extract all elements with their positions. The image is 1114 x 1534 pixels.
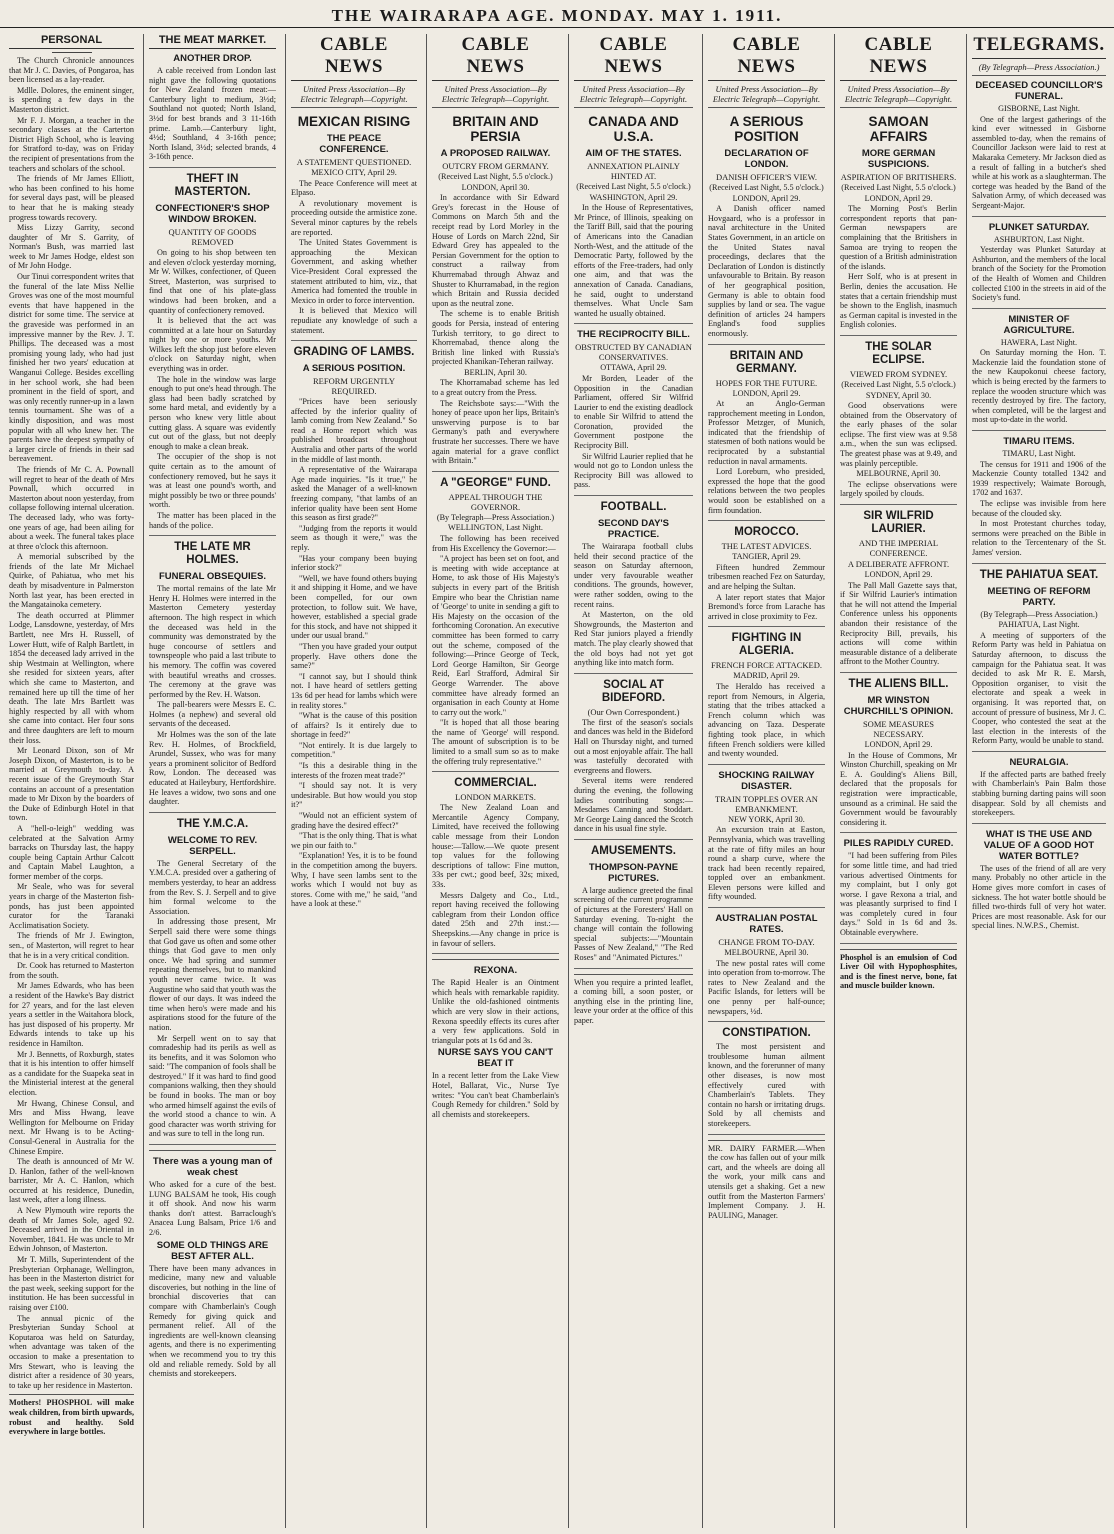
headline: BRITAIN AND PERSIA — [452, 114, 539, 144]
credit-line: (By Telegraph—Press Association.) — [972, 62, 1106, 76]
story-laurier — [840, 581, 957, 673]
headline: SAMOAN AFFAIRS — [868, 114, 929, 144]
headline: THE ALIENS BILL. — [848, 677, 949, 690]
section-heading: CABLE NEWS — [840, 34, 957, 81]
headline: GRADING OF LAMBS. — [293, 346, 415, 359]
story-theft — [149, 248, 276, 536]
subheadline: THE PEACE CONFERENCE. — [319, 133, 389, 155]
paragraph: The eclipse was invisible from here because of the clouded sky. — [972, 499, 1106, 518]
paragraph: "A project has been set on foot, and is meeting with wide acceptance at Home, to ask those of His Majesty's subjects in every part of the British Empire who bear the Christian name of 'George' to unite in sending a gift to His Majesty on the occasion of the forthcoming Coronation. An executive committee has been formed to carry out the scheme, composed of the following:—Prince George of Teck, Lord George Hamilton, Sir George Reid, Earl Strafford, Admiral Sir George Warrender. The above committee have already formed an organisation in each County at Home to carry out the work." — [432, 554, 559, 717]
paragraph: Sir Wilfrid Laurier replied that he would not go to London unless the Reciprocity Bill was allowed to pass. — [574, 451, 693, 490]
story-canada-usa — [574, 203, 693, 324]
dateline: GISBORNE, Last Night. — [998, 104, 1080, 113]
column-local — [143, 34, 281, 1528]
paragraph: A meeting of supporters of the Reform Party was held in Pahiatua on Saturday afternoon, to discuss the campaign for the Pahiatua seat. It was decided to ask Mr R. E. Marsh, Opposition organiser, to visit the electorate and speak a week in organising. It was reported that, on account of pressure of business, Mr J. C. Cooper, who contested the seat at the last election in the interests of the Reform Party, would be unable to stand. — [972, 630, 1106, 746]
headline: COMMERCIAL. — [454, 777, 537, 790]
headline: A "GEORGE" FUND. — [440, 476, 551, 489]
dateline: HAWERA, Last Night. — [1000, 337, 1078, 347]
column-personal — [4, 34, 139, 1528]
headline: BRITAIN AND GERMANY. — [729, 349, 804, 375]
paragraph: Yesterday was Plunket Saturday at Ashburton, and the members of the local branch of the Society for the Promotion of the Health of Women and Children collected £100 in the streets in aid of the Society's fund. — [972, 245, 1106, 303]
paragraph: It is believed that the act was committed at a late hour on Saturday night by one or more youths. Mr Wilkes left the shop just before eleven o'clock on Saturday night, when everything was in order. — [149, 316, 276, 374]
received-line: (By Telegraph—Press Association.) — [980, 609, 1098, 619]
paragraph: The mortal remains of the late Mr Henry H. Holmes were interred in the Masterton Cemetery yesterday afternoon. The high respect in which the deceased was held in the community was demonstrated by the huge concourse of settlers and townspeople who paid a last tribute to his memory. The coffin was covered with beautiful wreaths and crosses. The ceremony at the grave was performed by the Rev. H. Watson. — [149, 584, 276, 699]
paragraph: "What is the cause of this position of affairs? Is it entirely due to shortage in feed?" — [291, 711, 417, 740]
headline: THEFT IN MASTERTON. — [174, 172, 251, 198]
subheadline: SOME MEASURES NECESSARY. — [862, 718, 935, 739]
headline-sub: ANOTHER DROP. — [173, 53, 252, 64]
paragraph: The uses of the friend of all are very many. Probably no other article in the Home gives more comfort in cases of sickness. The hot water bottle should be filled two-thirds full of very hot water. Prices are most reasonable. Ask for our special lines. N.W.P.S., Chemist. — [972, 863, 1106, 931]
paragraph: In the House of Representatives, Mr Prince, of Illinois, speaking on the Tariff Bill, said that the pouring of Americans into the Canadian North-West, and the attitude of the Democratic Party, followed by the efforts of the Free-traders, had only one aim, and that was the annexation of Canada. Canadians, he said, ought to understand themselves. What Uncle Sam wanted he usually obtained. — [574, 203, 693, 318]
paragraph: The occupier of the shop is not quite certain as to the amount of confectionery removed, but he says it was at least one pound's worth, and might possibly be two or three pounds' worth. — [149, 452, 277, 510]
paragraph: One of the largest gatherings of the kind ever witnessed in Gisborne assembled to-day, when the remains of Councillor Jackson were laid to rest at Makaraka Cemetery. Mr Jackson died as a result of falling in a butcher's shed while at his work as a slaughterman. The cortege was headed by the Band of the Salvation Army, of which deceased was Sergeant-Major. — [972, 114, 1106, 210]
paragraph: Mr Seale, who was for several years in charge of the Masterton fish-ponds, has just been appointed curator for the Taranaki Acclimatisation Society. — [9, 882, 134, 930]
headline: SHOCKING RAILWAY DISASTER. — [718, 769, 815, 792]
headline: MINISTER OF AGRICULTURE. — [1003, 313, 1075, 336]
story-football — [574, 542, 693, 674]
subheadline: DECLARATION OF LONDON. — [724, 148, 809, 170]
section-heading: TELEGRAMS. — [972, 34, 1106, 59]
headline: FIGHTING IN ALGERIA. — [731, 632, 802, 658]
paragraph: The Peace Conference will meet at Elpaso. — [291, 178, 417, 198]
story-reciprocity — [574, 374, 693, 496]
story-piles — [840, 851, 957, 943]
subheadline: A PROPOSED RAILWAY. — [440, 148, 551, 159]
story-samoa — [840, 204, 957, 336]
paragraph: In most Protestant churches today, sermons were preached on the Bible in relation to the Tercentenary of the St. James' version. — [972, 519, 1106, 557]
section-heading: CABLE NEWS — [708, 34, 825, 81]
credit-line: United Press Association—By Electric Telegraph—Copyright. — [432, 84, 559, 108]
subheadline: A SERIOUS POSITION. — [302, 363, 406, 375]
dateline: LONDON, April 30. — [461, 182, 530, 192]
paragraph: A large audience greeted the final screening of the current programme of pictures at the Foresters' Hall on Saturday evening. To-night the change will contain the following special subjects:—"Mountain Passes of New Zealand," "The Red Roses" and "Animated Pictures." — [574, 885, 693, 963]
received-line: (Received Last Night, 5.5 o'clock.) — [438, 172, 553, 181]
paragraph: "I cannot say, but I should think not. I have heard of settlers getting 13s 6d per head for lambs which were in reality stores." — [291, 671, 417, 710]
story-persia — [432, 193, 559, 367]
paragraph: The Heraldo has received a report from Nemours, in Algeria, stating that the tribes attacked a French column which was advancing on Taza. Desperate fighting took place, in which fifteen French soldiers were killed and twenty wounded. — [708, 681, 825, 759]
paragraph: The death occurred at Plimmer Lodge, Lansdowne, yesterday, of Mrs Bartlett, nee Mrs H. Russell, of Lower Hutt, wife of Ralph Bartlett, in 1854 the deceased lady arrived in the ship Westmain at Wellington, where she resided for sixteen years, after which she came to Masterton, and remained here up till the time of her death. The late Mrs Bartlett was highly respected by all with whom she came into contact. Her four sons and three daughters are left to mourn their loss. — [9, 610, 134, 745]
dateline: WELLINGTON, Last Night. — [448, 523, 543, 533]
column-telegrams — [966, 34, 1111, 1528]
paragraph: The matter has been placed in the hands of the police. — [149, 510, 276, 530]
story-lambs — [291, 397, 417, 914]
paragraph: Miss Lizzy Garrity, second daughter of Mr S. Garrity, of Norman's Bush, was married last week to Mr James Hodge, eldest son of Mr John Hodge. — [9, 223, 134, 271]
subheadline: FRENCH FORCE ATTACKED. — [710, 660, 822, 671]
story-plunket — [972, 245, 1106, 309]
paragraph: It is believed that Mexico will repudiate any knowledge of such a statement. — [291, 306, 417, 335]
subheadline: MEETING OF REFORM PARTY. — [987, 585, 1091, 608]
received-line: (Received Last Night, 5.5 o'clock.) — [841, 183, 956, 192]
paragraph: The friends of Mr James Elliott, who has been confined to his home for several days past, will be pleased to hear that he is making steady progress towards recovery. — [9, 174, 134, 222]
ad-text: In a recent letter from the Lake View Hotel, Ballarat, Vic., Nurse Tye writes: "You can't beat Chamberlain's Cough Remedy for children." Sold by all chemists and storekeepers. — [432, 1071, 559, 1119]
story-holmes — [149, 584, 276, 813]
ad-text: Mothers! PHOSPHOL will make weak children, from birth upwards, robust and healthy. Sold everywhere in large bottles. — [9, 1398, 134, 1437]
paragraph: The General Secretary of the Y.M.C.A. presided over a gathering of members yesterday, to hear an address from the Rev. S. J. Serpell and to give him formal welcome to the Association. — [149, 858, 276, 916]
dateline: WASHINGTON, April 29. — [589, 192, 678, 202]
paragraph: The Pall Mall Gazette says that, if Sir Wilfrid Laurier's intimation that he will not attend the Imperial Conference unless his opponents abandon their resistance of the Reciprocity Bill, prevails, his actions will come within measurable distance of a deliberate affront to the Mother Country. — [840, 580, 957, 667]
paragraph: The Wairarapa football clubs held their second practice of the season on Saturday afternoon, under very favourable weather conditions. The grounds, however, were rather sodden, owing to the recent rains. — [574, 542, 693, 609]
subheadline: APPEAL THROUGH THE GOVERNOR. — [448, 491, 543, 512]
story-body — [9, 56, 134, 1390]
paragraph: Mr James Edwards, who has been a resident of the Hawke's Bay district for 27 years, and for the last eleven years a settler in the Waitahora block, has just disposed of his property. Mr Edwards intends to take up his residence in Hamilton. — [9, 981, 134, 1048]
ad-text: There have been many advances in medicine, many new and valuable discoveries, but nothing in the line of bronchial discoveries that can compare with Chamberlain's Cough Remedy for giving quick and permanent relief. All of the ingredients are well-known cleansing agents, and there is no experimenting when we recommend you to try this old and reliable remedy. Sold by all chemists and storekeepers. — [149, 1263, 276, 1379]
story-meat — [149, 66, 276, 168]
section-heading: CABLE NEWS — [291, 34, 417, 81]
headline: THE PAHIATUA SEAT. — [979, 568, 1099, 581]
ad-headline: There was a young man of weak chest — [152, 1156, 273, 1179]
paragraph: In addressing those present, Mr Serpell said there were some things that God gave us often and some other things that God gave to men only once. We had spring and summer repeating themselves, but to mankind youth never came twice. It was Augustine who said that youth was the flower of our days. It was indeed the time when hero's were made and his aspirations stood for the future of the nation. — [149, 917, 276, 1032]
subheadline: SECOND DAY'S PRACTICE. — [597, 518, 670, 541]
subheadline: MORE GERMAN SUSPICIONS. — [861, 148, 936, 170]
paragraph: The eclipse observations were largely spoiled by clouds. — [840, 479, 957, 499]
headline: AUSTRALIAN POSTAL RATES. — [715, 913, 818, 936]
dateline: BERLIN, April 30. — [464, 367, 527, 377]
story-persia-berlin — [432, 378, 559, 471]
paragraph: "Well, we have found others buying it and shipping it Home, and we have been compelled, for our own protection, to follow suit. We have, however, established a special grade for this stock, and have not shipped it under our usual brand." — [291, 573, 417, 641]
dateline: TANGIER, April 29. — [732, 552, 801, 562]
subheadline: LONDON MARKETS. — [455, 792, 536, 803]
story-morocco — [708, 563, 825, 628]
paragraph: "That is the only thing. That is what we pin our faith to." — [291, 831, 417, 850]
headline: A SERIOUS POSITION — [729, 114, 804, 144]
dateline: MELBOURNE, April 30. — [856, 469, 941, 479]
headline: FOOTBALL. — [600, 501, 667, 514]
paragraph: The annual picnic of the Presbyterian Sunday School at Koputaroa was held on Saturday, when advantage was taken of the occasion to make a presentation to Mrs Stewart, who is leaving the district after a residence of 30 years, to take up her residence in Masterton. — [9, 1313, 134, 1390]
headline: SIR WILFRID LAURIER. — [863, 510, 934, 536]
paragraph: The first of the season's socials and dances was held in the Bideford Hall on Thursday night, and turned out a most enjoyable affair. The hall was tastefully decorated with evergreens and flowers. — [574, 717, 693, 775]
subheadline: THE LATEST ADVICES. — [721, 541, 812, 552]
paragraph: In accordance with Sir Edward Grey's forecast in the House of Commons on March 5th and the receipt read by Lord Morley in the House of Lords on March 22nd, Sir Edward Grey has appealed to the Persian Government for the option to construct a railway from Khurremabad through Ahwaz and Shuster to Khurramabad, in the region which Britain and Russia decided upon as the neutral zone. — [432, 193, 559, 308]
paragraph: The following has been received from His Excellency the Governor:— — [432, 534, 559, 553]
column-cable-3 — [568, 34, 698, 1528]
divider — [52, 52, 92, 53]
story-postal-rates — [708, 959, 825, 1023]
subheadline: FUNERAL OBSEQUIES. — [159, 571, 266, 583]
paragraph: "Explanation! Yes, it is to be found in the competition among the buyers. Why, I have seen lambs sent to the works which I would not buy as stores. Come with me," he said, "and have a look at these." — [291, 851, 417, 909]
paragraph: Mr Hwang, Chinese Consul, and Mrs and Miss Hwang, leave Wellington for Melbourne on Friday next. Mr Hwang is to be Acting-Consul-General in Australia for the Chinese Empire. — [9, 1098, 134, 1156]
story-eclipse-melbourne — [840, 480, 957, 505]
subheadline: CONFECTIONER'S SHOP WINDOW BROKEN. — [155, 202, 270, 225]
story-declaration-london — [708, 204, 825, 344]
ad-text: Phosphol is an emulsion of Cod Liver Oil with Hypophosphites, and is the finest nerve, bone, fat and muscle builder known. — [840, 952, 957, 991]
headline: NEURALGIA. — [1009, 756, 1069, 768]
story-commercial — [432, 803, 559, 954]
paragraph: The new postal rates will come into operation from to-morrow. The rates to New Zealand and the Pacific Islands, for letters will be one penny per half-ounce; newspapers, ½d. — [708, 958, 825, 1016]
headline: MOROCCO. — [734, 526, 799, 539]
subheadline: DANISH OFFICER'S VIEW. — [716, 172, 817, 182]
headline: AMUSEMENTS. — [591, 844, 676, 857]
ad-text: When you require a printed leaflet, a coming bill, a soon poster, or anything else in the printing line, leave your order at the office of this paper. — [574, 977, 693, 1025]
subheadline: QUANTITY OF GOODS REMOVED — [168, 226, 257, 247]
headline: THE RECIPROCITY BILL. — [577, 329, 690, 341]
paragraph: A New Plymouth wire reports the death of Mr James Sole, aged 92. Deceased arrived in the Oriental in November, 1841. He was uncle to Mr Edwin Johnson, of Masterton. — [9, 1206, 134, 1254]
paragraph: Mr Borden, Leader of the Opposition in the Canadian Parliament, offered Sir Wilfrid Laurier to end the existing deadlock to enable Sir Wilfrid to attend the Coronation, provided the Government postpone the Reciprocity Bill. — [574, 373, 693, 451]
paragraph: Fifteen hundred Zemmour tribesmen reached Fez on Saturday, and are helping the Sultan. — [708, 562, 825, 591]
headline: THE Y.M.C.A. — [176, 817, 249, 830]
subheadline: A STATEMENT QUESTIONED. — [296, 157, 412, 167]
story-britain-germany — [708, 399, 825, 521]
column-cable-1 — [285, 34, 422, 1528]
paragraph: The scheme is to enable British goods for Persia, instead of entering Turkish territory, to go direct to Khorremabad, thence along the British line linked with Russia's projected Khanikan-Teheran railway. — [432, 309, 559, 367]
paragraph: The death is announced of Mr W. D. Hanlon, father of the well-known barrister, Mr A. C. Hanlon, which occurred at his residence, Dunedin, last week, after a long illness. — [9, 1157, 134, 1205]
advertisement — [9, 1394, 134, 1436]
paragraph: The Khorramabad scheme has led to a great outcry from the Press. — [432, 378, 559, 398]
received-line: (Received Last Night, 5.5 o'clock.) — [841, 379, 956, 389]
story-constipation — [708, 1042, 825, 1134]
story-george-fund — [432, 534, 559, 772]
paragraph: Several items were rendered during the evening, the following ladies contributing songs:—Mesdames Canning and Stoddart. Mr George Laing danced the Scotch dance in his usual fine style. — [574, 776, 693, 834]
subheadline: WELCOME TO REV. SERPELL. — [167, 834, 258, 857]
headline: WHAT IS THE USE AND VALUE OF A GOOD HOT WATER BOTTLE? — [983, 828, 1095, 862]
paragraph: "Would not an efficient system of grading have the desired effect?" — [291, 811, 417, 830]
ad-headline: REXONA. — [473, 965, 518, 977]
headline: CONSTIPATION. — [722, 1027, 811, 1040]
dateline: LONDON, April 29. — [864, 193, 933, 203]
paragraph: Good observations were obtained from the Observatory of the early phases of the solar eclipse. The first view was at 9.58 a.m., when the sun was eclipsed. The greatest phase was at 9.49, and was plainly perceptible. — [840, 401, 957, 468]
credit-line: United Press Association—By Electric Telegraph—Copyright. — [840, 84, 957, 108]
headline: THE SOLAR ECLIPSE. — [865, 340, 932, 366]
paragraph: The Reichsbote says:—"With the honey of peace upon her lips, Britain's unswerving purpose is to bar Germany's path and everywhere frustrate her successes. There we have again material for a grave conflict with Britain." — [432, 398, 559, 466]
ad-headline: NURSE SAYS YOU CAN'T BEAT IT — [437, 1047, 554, 1070]
headline: MEXICAN RISING — [297, 114, 411, 129]
paragraph: The pall-bearers were Messrs E. C. Holmes (a nephew) and several old servants of the deceased. — [149, 700, 276, 729]
dateline: MEXICO CITY, April 29. — [311, 168, 397, 177]
credit-line: United Press Association—By Electric Telegraph—Copyright. — [708, 84, 825, 108]
subheadline: VIEWED FROM SYDNEY. — [849, 368, 948, 379]
paragraph: The friends of Mr J. Ewington, sen., of Masterton, will regret to hear that he is in a very critical condition. — [9, 931, 134, 960]
dateline: NEW YORK, April 30. — [728, 814, 805, 824]
paragraph: The Church Chronicle announces that Mr J. C. Davies, of Pongaroa, has been licensed as a lay-reader. — [9, 56, 134, 85]
paragraph: The New Zealand Loan and Mercantile Agency Company, Limited, have received the following cable message from their London house:—Tallow.—We quote present top values for the following descriptions of tallow: Fine mutton, 33s per cwt.; good beef, 32s; mixed, 33s. — [432, 803, 559, 889]
paragraph: Mdlle. Dolores, the eminent singer, is spending a few days in the Masterton district. — [9, 85, 134, 114]
ad-headline: SOME OLD THINGS ARE BEST AFTER ALL. — [156, 1239, 269, 1262]
paragraph: An excursion train at Easton, Pennsylvania, which was travelling at the rate of fifty miles an hour round a sharp curve, where the track had been recently repaired, toppled over an embankment. Eleven persons were killed and fifty wounded. — [708, 825, 825, 902]
story-neuralgia — [972, 770, 1106, 824]
paragraph: In the House of Commons, Mr Winston Churchill, speaking on Mr E. A. Goulding's Aliens Bill, declared that the proposals for registration were impracticable, unsound as a criminal. He said the Government would be favourably considering it. — [840, 750, 957, 827]
paragraph: "I should say not. It is very undesirable. But how would you stop it?" — [291, 781, 417, 810]
ad-text: MR. DAIRY FARMER.—When the cow has fallen out of your milk cart, and the wheels are doing all the work, your milk cans and utensils get a shaking. Get a new outfit from the Masterton Farmers' Implement Company. J. H. PAULING, Manager. — [708, 1143, 825, 1220]
masthead-title: THE WAIRARAPA AGE. MONDAY. MAY 1. 1911. — [331, 6, 783, 25]
paragraph: On going to his shop between ten and eleven o'clock yesterday morning, Mr W. Wilkes, confectioner, of Queen Street, Masterton, was surprised to find that one of his plate-glass windows had been broken, and a quantity of confectionery removed. — [149, 247, 276, 315]
story-aliens-bill — [840, 751, 957, 834]
story-pahiatua — [972, 631, 1106, 752]
story-hot-water-bottle — [972, 864, 1106, 936]
section-heading: PERSONAL — [9, 34, 134, 49]
column-cable-4 — [702, 34, 830, 1528]
dateline: LONDON, April 29. — [732, 388, 801, 398]
paragraph: At an Anglo-German rapprochement meeting in London, Professor Metzger, of Munich, indicated that the friendship of statesmen of both nations would be reciprocated by a substantial reduction in naval armaments. — [708, 399, 825, 466]
story-mexico — [291, 179, 417, 342]
advertisement — [708, 1140, 825, 1221]
ad-text: The Rapid Healer is an Ointment which heals with remarkable rapidity. Unlike the old-fashioned ointments which are very slow in their actions, Rexona speedily effects its cures after a very few applications. Sold in triangular pots at 1s 6d and 3s. — [432, 978, 559, 1045]
subheadline: OUTCRY FROM GERMANY. — [442, 161, 549, 171]
story-algeria — [708, 682, 825, 765]
dateline: MELBOURNE, April 30. — [724, 948, 809, 958]
subheadline: THOMPSON-PAYNE PICTURES. — [588, 861, 679, 884]
paragraph: The United States Government is approaching the Mexican Government, and asking whether Vice-President Coral expressed the statement attributed to him, viz., that America had fomented the trouble in Mexico in order to force intervention. — [291, 238, 417, 305]
paragraph: Mr Leonard Dixon, son of Mr Joseph Dixon, of Masterton, is to be married at Greymouth to-day. A recent issue of the Greymouth Star contains an account of a presentation made to Mr Dixon by the boarders of the Duke of Edinburgh Hotel in that town. — [9, 746, 134, 823]
paragraph: A cable received from London last night gave the following quotations for New Zealand frozen meat:—Canterbury light to medium, 3½d; Southland not quoted; North Island, 3½d for best brands and 3 11-16th prime. Lamb.—Canterbury light, 4½d; Southland, 4 3-16th pence; North Island, 3½d; selected brands, 4 3-16th pence. — [149, 66, 276, 162]
paragraph: Mr J. Bennetts, of Roxburgh, states that it is his intention to offer himself as a candidate for the Suapeka seat in the Ministerial interest at the general election. — [9, 1049, 134, 1097]
credit-line: United Press Association—By Electric Telegraph—Copyright. — [291, 84, 417, 108]
paragraph: A memorial subscribed by the friends of the late Mr Michael Quirke, of Pahiatua, who met his death by misadventure in Palmerston North last year, has been erected in the Mangatainoka cemetery. — [9, 552, 134, 610]
subheadline: REFORM URGENTLY REQUIRED. — [312, 376, 396, 397]
subheadline: ASPIRATION OF BRITISHERS. — [840, 172, 957, 182]
subheadline: HOPES FOR THE FUTURE. — [715, 377, 818, 388]
headline: DECEASED COUNCILLOR'S FUNERAL. — [975, 80, 1103, 102]
paragraph: Our Tinui correspondent writes that the funeral of the late Miss Nellie Groves was one of the most mournful events that have happened in the district for some time. The service at the graveside was performed in an impressive manner by the Rev. J. T. Phillips. The deceased was a most promising young lady, who had just finished her two years' education at Wanganui College. Besides excelling in her school work, she had been prominent in the field of sport, and was only recently runner-up in a lawn tennis tournament. She was of a kindly disposition, and was most popular with all who knew her. The parents have the deepest sympathy of a larger circle of friends in their sad bereavement. — [9, 272, 134, 464]
dateline: ASHBURTON, Last Night. — [993, 234, 1085, 244]
story-amusements — [574, 886, 693, 969]
received-line: (Received Last Night, 5.5 o'clock.) — [709, 183, 824, 192]
credit-line: United Press Association—By Electric Telegraph—Copyright. — [574, 84, 693, 108]
story-railway-disaster — [708, 825, 825, 908]
paragraph: Mr Holmes was the son of the late Rev. H. Holmes, of Brockfield, Arundel, Sussex, who was for many years a prominent solicitor of Bedford Row, London. The deceased was educated at Haileybury, Hertfordshire. He leaves a widow, two sons and one daughter. — [149, 730, 276, 807]
paragraph: The most persistent and troublesome human ailment known, and the forerunner of many other diseases, is now most effectively cured with Chamberlain's Tablets. They contain no harsh or irritating drugs. Sold by all chemists and storekeepers. — [708, 1042, 825, 1128]
story-ymca — [149, 859, 276, 1145]
paragraph: Lord Loreburn, who presided, expressed the hope that the good relations between the two peoples would soon be established on a firm foundation. — [708, 467, 825, 515]
advertisement — [432, 959, 559, 1119]
headline: CANADA AND U.S.A. — [588, 114, 679, 144]
headline: PILES RAPIDLY CURED. — [843, 838, 954, 850]
paragraph: Herr Solf, who is at present in Berlin, denies the accusation. He states that a certain friendship must be shown to the English, inasmuch as German capital is invested in the English colonies. — [840, 272, 957, 330]
paragraph: "Prices have been seriously affected by the inferior quality of lamb coming from New Zealand." So read a Home report which was published broadcast throughout Australia and other parts of the world in the middle of last month. — [291, 397, 417, 464]
subheadline: ANNEXATION PLAINLY HINTED AT. — [587, 161, 680, 181]
paragraph: A Danish officer named Hovgaard, who is a professor in naval architecture in the United States Government, in an article on the United States naval proceedings, declares that the Declaration of London is distinctly unfavourable to Britain. By reason of her geographical position, Germany is able to obtain food supplies by land or sea. The vague definition of articles 24 hampers England's food supplies enormously. — [708, 204, 825, 338]
subheadline: MR WINSTON CHURCHILL'S OPINION. — [843, 694, 954, 717]
advertisement — [574, 974, 693, 1026]
dateline: MADRID, April 29. — [733, 671, 800, 681]
paragraph: "Judging from the reports it would seem as though it were," was the reply. — [291, 523, 417, 552]
paragraph: "Then you have graded your output properly. Have others done the same?" — [291, 641, 417, 671]
dateline: PAHIATUA, Last Night. — [998, 620, 1080, 630]
paragraph: The hole in the window was large enough to put one's head through. The glass had been badly scratched by some hard metal, and evidently by a person who knew very little about cutting glass. A square was evidently cut out of the glass, but not deeply enough to make a clean break. — [149, 374, 276, 451]
paragraph: Mr F. J. Morgan, a teacher in the secondary classes at the Carterton District High School, who is leaving for Stratford to-day, was on Friday the recipient of presentations from the teachers and scholars of the school. — [9, 115, 134, 173]
received-line: (Received Last Night, 5.5 o'clock.) — [576, 182, 691, 191]
section-heading: CABLE NEWS — [432, 34, 559, 81]
subheadline: AND THE IMPERIAL CONFERENCE. — [858, 538, 939, 559]
subheadline: AIM OF THE STATES. — [585, 148, 682, 159]
paragraph: A revolutionary movement is proceeding outside the armistice zone. Several minor captures by the rebels are reported. — [291, 198, 417, 237]
paragraph: "Has your company been buying inferior stock?" — [291, 553, 417, 573]
column-cable-2 — [426, 34, 564, 1528]
masthead — [0, 6, 1114, 28]
paragraph: A later report states that Major Bremond's force from Larache has arrived in close proximity to Fez. — [708, 592, 825, 621]
headline: PLUNKET SATURDAY. — [988, 221, 1090, 233]
dateline: LONDON, April 29. — [864, 739, 933, 749]
paragraph: "Is this a desirable thing in the interests of the frozen meat trade?" — [291, 761, 417, 780]
paragraph: "I had been suffering from Piles for some little time, and had tried various advertised Ointments for my complaint, but I only got worse. I gave Rexona a trial, and was pleasantly surprised to find I was completely cured in four days." Sold in 1s 6d and 3s. Obtainable everywhere. — [840, 851, 957, 938]
subheadline: TRAIN TOPPLES OVER AN EMBANKMENT. — [715, 793, 818, 814]
advertisement — [840, 949, 957, 991]
dateline: OTTAWA, April 29. — [600, 363, 667, 373]
paragraph: Mr Serpell went on to say that comradeship had its perils as well as its benefits, and it was Solomon who said: "The companion of fools shall be destroyed." If it was hard to find good companions walking, then they should be found in books. The man or boy who armed himself against the evils of the world stood a chance to win. A good character was worth striving for and was sure to tell in the long run. — [149, 1033, 276, 1139]
headline: THE LATE MR HOLMES. — [174, 541, 251, 567]
story-minister — [972, 348, 1106, 431]
section-heading: THE MEAT MARKET. — [149, 34, 276, 49]
story-social — [574, 718, 693, 840]
paragraph: "Not entirely. It is due largely to competition." — [291, 740, 417, 760]
received-line: (By Telegraph—Press Association.) — [436, 512, 555, 522]
advertisement — [149, 1150, 276, 1379]
paragraph: Dr. Cook has returned to Masterton from the south. — [9, 961, 134, 980]
paragraph: Mr T. Mills, Superintendent of the Presbyterian Orphanage, Wellington, has been in the Masterton district for the past week, seeking support for the institution. He has been successful in raising over £100. — [9, 1255, 134, 1312]
paragraph: A "hell-o-leigh" wedding was celebrated at the Salvation Army barracks on Thursday last, the happy couple being Captain Arthur Calcott and Captain Mabel Laughton, a former member of the corps. — [9, 823, 134, 881]
headline: SOCIAL AT BIDEFORD. — [601, 678, 666, 704]
subheadline: CHANGE FROM TO-DAY. — [718, 937, 815, 948]
section-heading: CABLE NEWS — [574, 34, 693, 81]
paragraph: On Saturday morning the Hon. T. Mackenzie laid the foundation stone of the new Kaupokonui cheese factory, which is being erected by the farmers to replace the wooden structure which was recently destroyed by fire. The factory, when completed, will be the largest and most up-to-date in the world. — [972, 348, 1106, 425]
subheadline: A DELIBERATE AFFRONT. — [847, 559, 950, 570]
subheadline: (Our Own Correspondent.) — [587, 706, 680, 717]
paragraph: The Morning Post's Berlin correspondent reports that pan-German newspapers are complaining that the Britishers in Samoa are trying to reopen the question of a British administration of the islands. — [840, 204, 957, 271]
paragraph: Messrs Dalgety and Co., Ltd., report having received the following cablegram from their London office dated 25th and 27th inst.:—Sheepskins.—Any change in price is in favour of sellers. — [432, 890, 559, 948]
ad-text: Who asked for a cure of the best. LUNG BALSAM he took, His cough it off shook. And now his warm thanks don't attest. Barraclough's Anacea Lung Balsam, Price 1/6 and 2/6. — [149, 1180, 276, 1237]
paragraph: A representative of the Wairarapa Age made inquiries. "Is it true," he asked the Manager of a well-known freezing company, "that lambs of an inferior quality have been sent Home this season as first grade?" — [291, 465, 417, 523]
dateline: LONDON, April 29. — [864, 570, 933, 580]
paragraph: The friends of Mr C. A. Pownall will regret to hear of the death of Mrs Pownall, which occurred in Masterton about noon yesterday, from collapse following internal ulceration. The deceased lady, who was forty-one years of age, had been ailing for about a week. The funeral takes place at three o'clock this afternoon. — [9, 464, 134, 551]
story-funeral — [972, 115, 1106, 217]
column-cable-5 — [834, 34, 962, 1528]
paragraph: At Masterton, on the old Showgrounds, the Masterton and Red Star juniors played a friendly match. The play clearly showed that the old boys had not yet got anything like into match form. — [574, 610, 693, 668]
dateline: SYDNEY, April 30. — [865, 390, 932, 400]
subheadline: OBSTRUCTED BY CANADIAN CONSERVATIVES. — [575, 342, 692, 363]
paragraph: The census for 1911 and 1906 of the Mackenzie County totalled 1342 and 1939 respectively; Waimate Borough, 1702 and 1637. — [972, 459, 1106, 498]
dateline: LONDON, April 29. — [732, 193, 801, 203]
paragraph: If the affected parts are bathed freely with Chamberlain's Pain Balm those stabbing burning darting pains will soon disappear. Sold by all chemists and storekeepers. — [972, 769, 1106, 818]
dateline: TIMARU, Last Night. — [1002, 449, 1076, 459]
paragraph: "It is hoped that all those bearing the name of 'George' will respond. The amount of subscription is to be limited to a small sum so as to make the offering truly representative." — [432, 718, 559, 766]
story-timaru — [972, 460, 1106, 564]
headline: TIMARU ITEMS. — [1003, 436, 1075, 448]
story-eclipse — [840, 401, 957, 468]
